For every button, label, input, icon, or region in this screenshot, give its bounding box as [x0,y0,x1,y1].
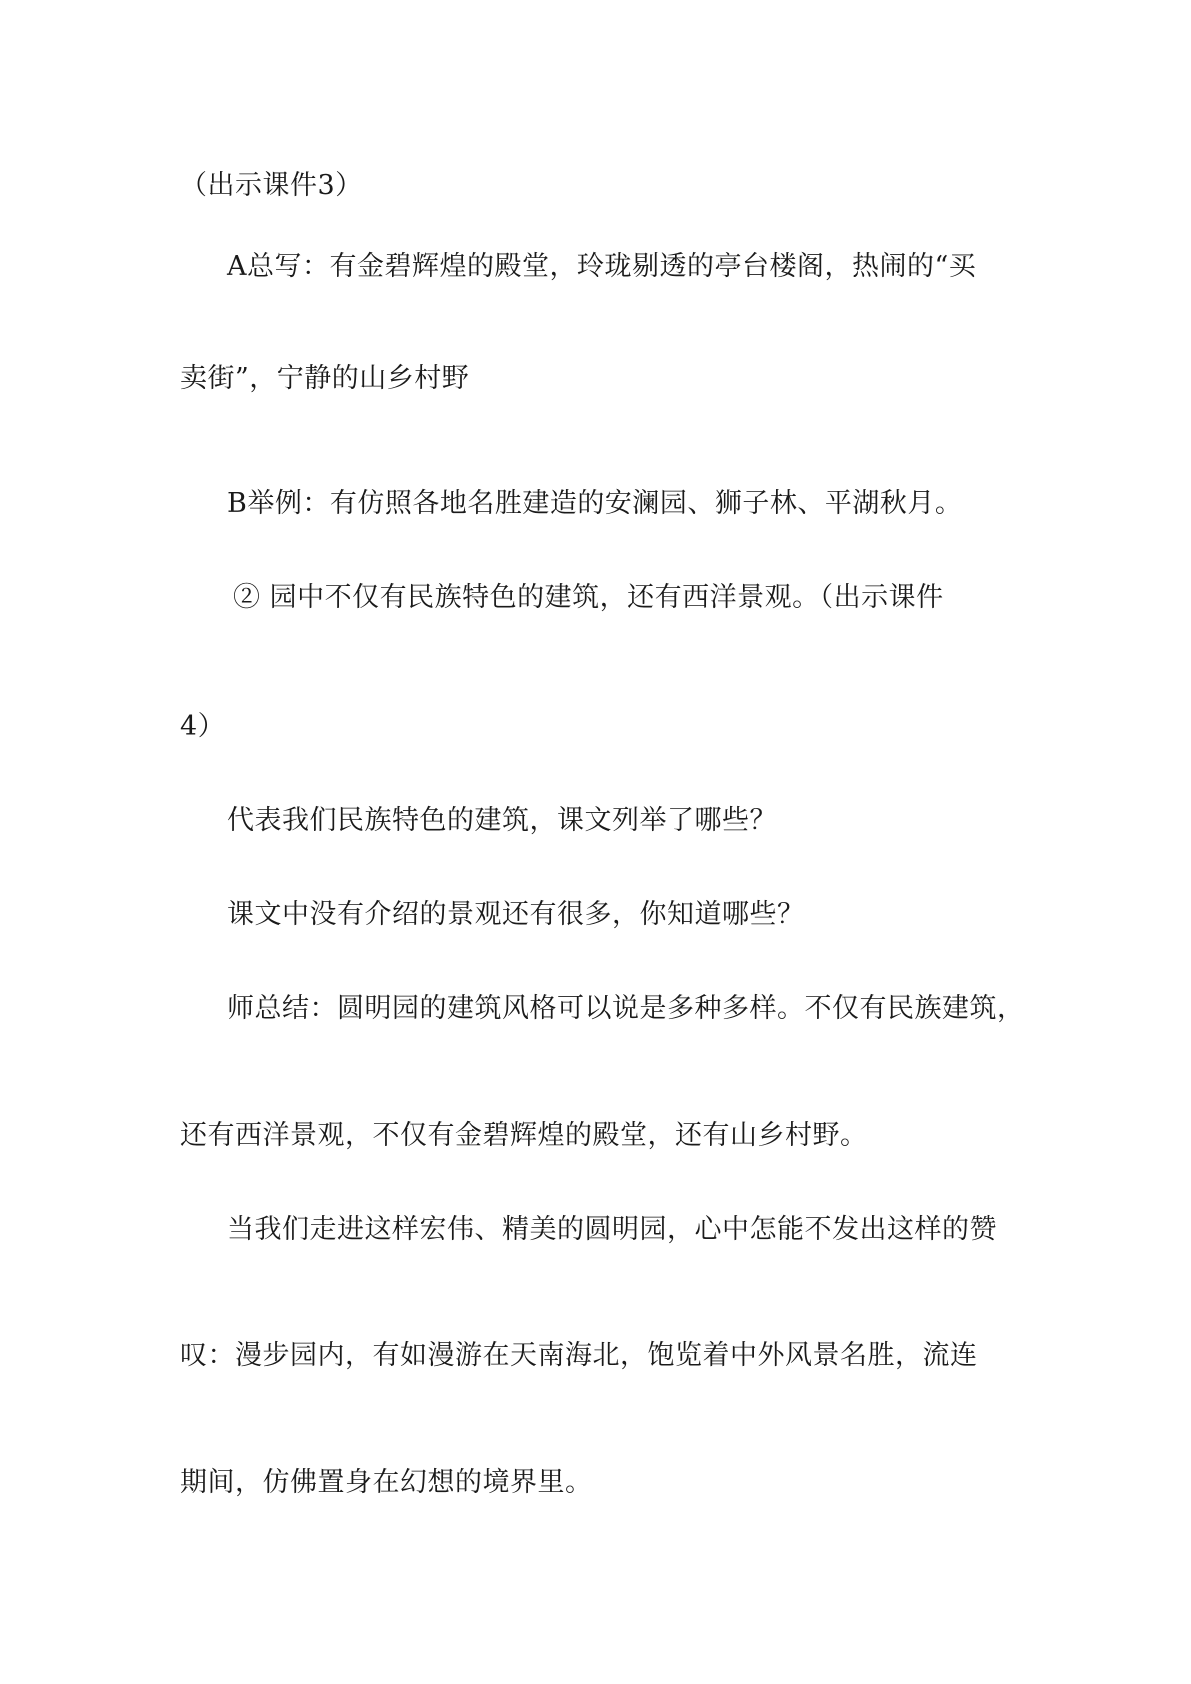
text-line-3: 卖街”，宁静的山乡村野 [180,363,470,394]
text-line-11: 当我们走进这样宏伟、精美的圆明园，心中怎能不发出这样的赞 [227,1214,997,1245]
text-line-6: 4） [180,711,226,742]
text-line-8: 课文中没有介绍的景观还有很多，你知道哪些？ [227,899,805,930]
text-line-12: 叹：漫步园内，有如漫游在天南海北，饱览着中外风景名胜，流连 [180,1340,978,1371]
text-line-7: 代表我们民族特色的建筑，课文列举了哪些？ [227,805,777,836]
text-line-9: 师总结：圆明园的建筑风格可以说是多种多样。不仅有民族建筑， [227,993,1025,1024]
text-line-4: B举例：有仿照各地名胜建造的安澜园、狮子林、平湖秋月。 [227,488,963,519]
text-line-13: 期间，仿佛置身在幻想的境界里。 [180,1467,593,1498]
text-line-10: 还有西洋景观，不仅有金碧辉煌的殿堂，还有山乡村野。 [180,1120,868,1151]
text-line-5: ② 园中不仅有民族特色的建筑，还有西洋景观。（出示课件 [233,582,944,613]
text-line-1: （出示课件3） [180,170,363,201]
text-line-2: A总写：有金碧辉煌的殿堂，玲珑剔透的亭台楼阁，热闹的“买 [227,251,977,282]
